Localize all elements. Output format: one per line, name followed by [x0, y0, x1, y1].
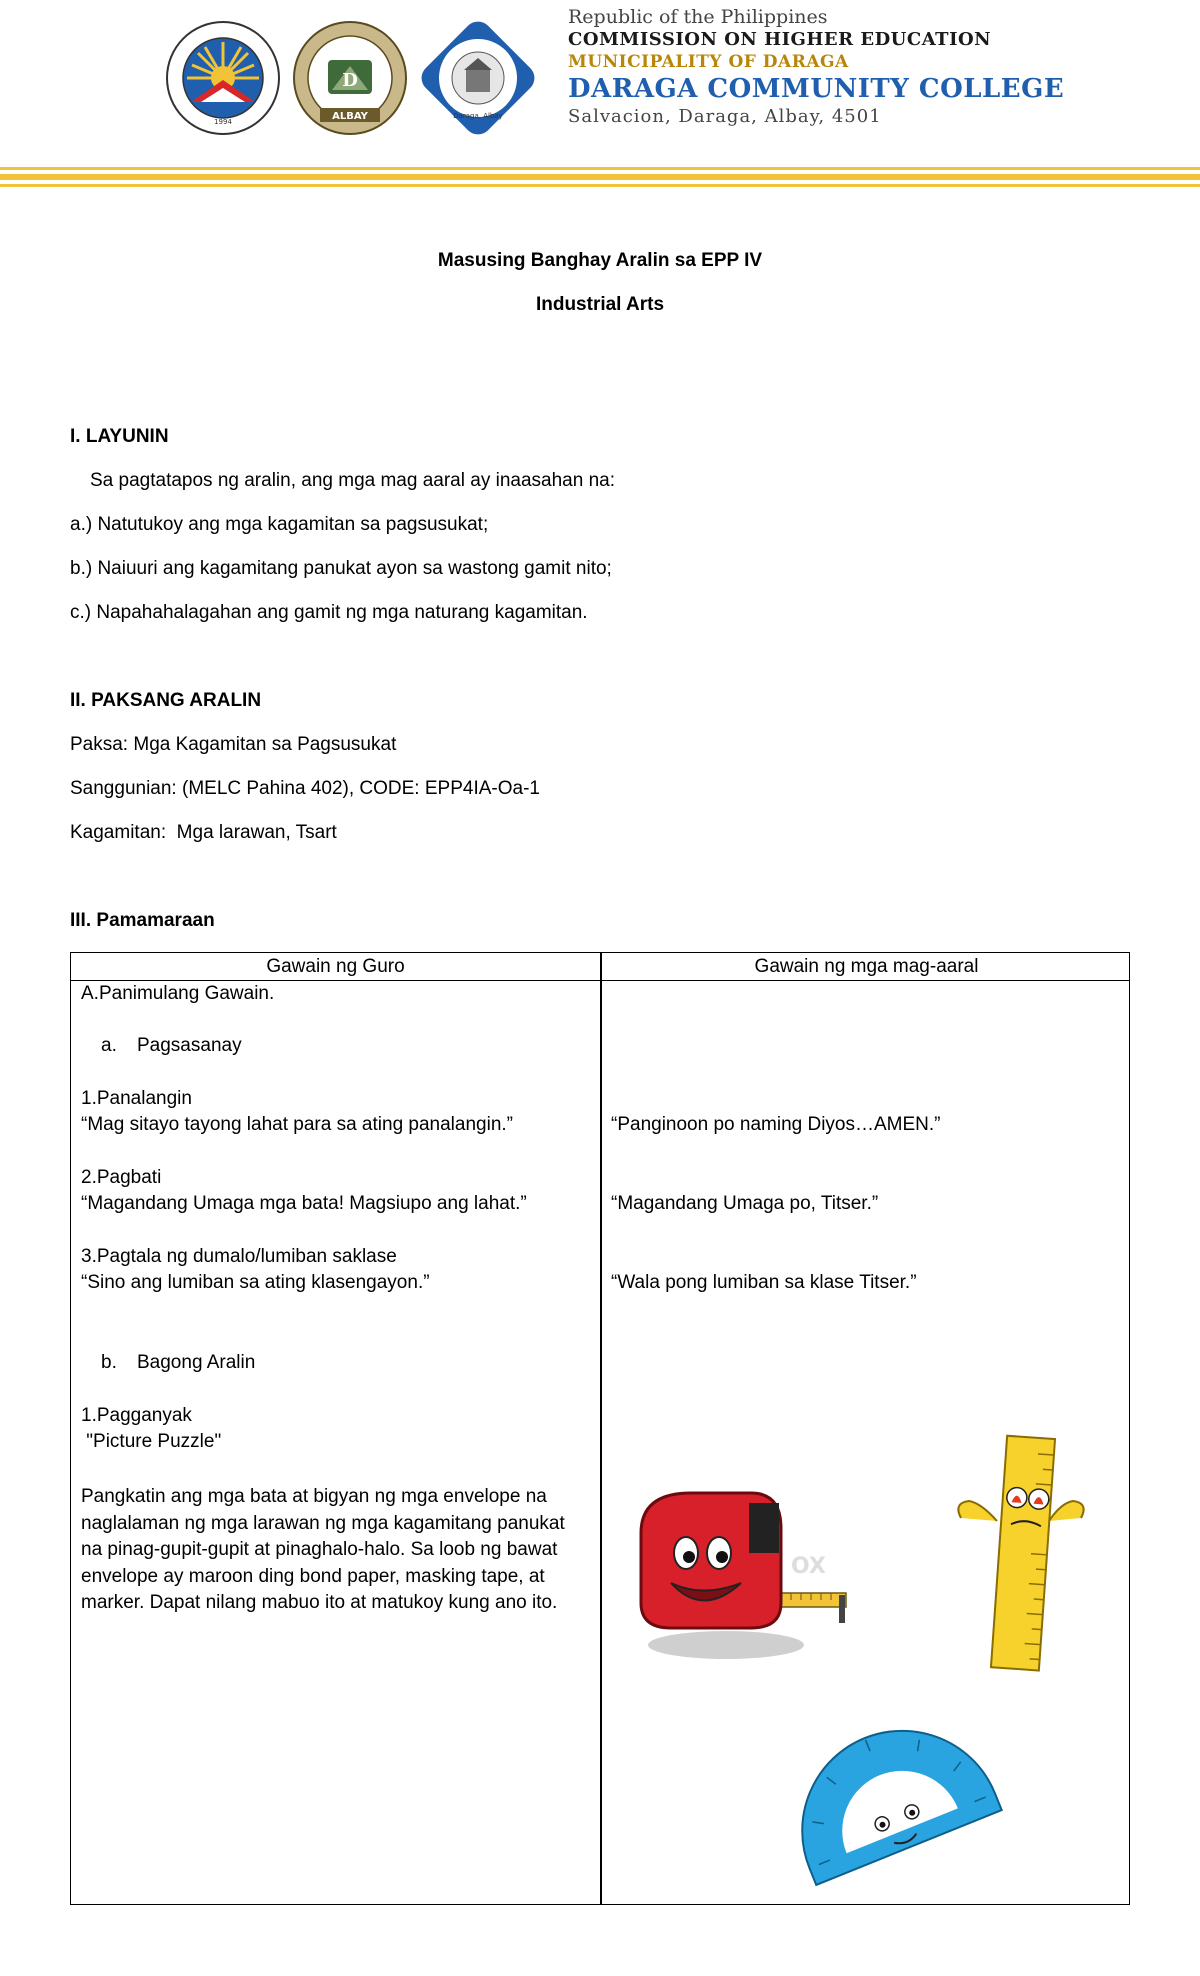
- pagbati-text: “Magandang Umaga mga bata! Magsiupo ang lahat.”: [81, 1193, 527, 1214]
- ruler-illustration: [951, 1433, 1091, 1673]
- paksang-aralin-heading: II. PAKSANG ARALIN: [70, 690, 262, 711]
- paksa-line: Paksa: Mga Kagamitan sa Pagsusukat: [70, 734, 397, 755]
- pagbati-reply: “Magandang Umaga po, Titser.”: [611, 1193, 879, 1214]
- kagamitan-line: Kagamitan: Mga larawan, Tsart: [70, 822, 337, 843]
- municipality-seal-icon: [292, 20, 408, 136]
- panalangin-title: 1.Panalangin: [81, 1088, 192, 1109]
- table-header-row: [71, 953, 1129, 981]
- protractor-icon: [771, 1693, 1011, 1893]
- bagong-aralin-label: Bagong Aralin: [137, 1352, 256, 1373]
- objective-item: a.) Natutukoy ang mga kagamitan sa pagsusukat;: [70, 514, 489, 535]
- document-title: Masusing Banghay Aralin sa EPP IV: [437, 250, 763, 271]
- protractor-illustration: [771, 1693, 1011, 1893]
- daraga-seal-bottom: ALBAY: [332, 111, 368, 122]
- pagganyak-title: 1.Pagganyak: [81, 1405, 192, 1426]
- activity-table: [70, 952, 1130, 1905]
- watermark-text: OX: [791, 1554, 826, 1579]
- pagtala-title: 3.Pagtala ng dumalo/lumiban saklase: [81, 1246, 397, 1267]
- ched-seal: [165, 20, 281, 136]
- pagbati-title: 2.Pagbati: [81, 1167, 162, 1188]
- tape-measure-icon: [631, 1483, 851, 1663]
- pagtala-reply: “Wala pong lumiban sa klase Titser.”: [611, 1272, 917, 1293]
- stripe-thick: [0, 174, 1200, 180]
- column-divider: [600, 953, 602, 1904]
- sub-a-letter: a.: [101, 1035, 117, 1056]
- objective-item: b.) Naiuuri ang kagamitang panukat ayon sa wastong gamit nito;: [70, 558, 612, 579]
- sub-b-letter: b.: [101, 1352, 117, 1373]
- header-gawain-mag-aaral: Gawain ng mga mag-aaral: [754, 956, 979, 977]
- letterhead-text: [568, 6, 1064, 129]
- pagtala-text: “Sino ang lumiban sa ating klasengayon.”: [81, 1272, 430, 1293]
- stripe-thin: [0, 167, 1200, 170]
- panimulang-gawain: A.Panimulang Gawain.: [81, 983, 275, 1004]
- stripe-thin: [0, 184, 1200, 187]
- document-subtitle: Industrial Arts: [535, 294, 665, 315]
- pagganyak-subtitle: "Picture Puzzle": [81, 1431, 222, 1452]
- dcc-seal: [420, 20, 536, 136]
- college-seal-icon: [420, 20, 536, 136]
- daraga-seal-letter: D: [342, 70, 358, 91]
- letterhead: [0, 0, 1200, 200]
- daraga-seal: [292, 20, 408, 136]
- municipality-line: MUNICIPALITY OF DARAGA: [568, 52, 849, 72]
- dcc-seal-bottom: Daraga, Albay: [453, 112, 503, 120]
- pagganyak-instructions: Pangkatin ang mga bata at bigyan ng mga envelope na naglalaman ng mga larawan ng mga kagamitang panukat na pinag-gupit-gupit at pinaghalo-halo. Sa loob ng bawat envelope ay maroon ding bond paper, masking tape, at marker. Dapat nilang mabuo ito at matukoy kung ano ito.: [81, 1486, 565, 1613]
- header-gawain-guro: Gawain ng Guro: [266, 956, 405, 977]
- address-line: Salvacion, Daraga, Albay, 4501: [568, 106, 882, 127]
- panalangin-text: “Mag sitayo tayong lahat para sa ating panalangin.”: [81, 1114, 513, 1135]
- ched-line: COMMISSION ON HIGHER EDUCATION: [568, 29, 992, 50]
- objective-item: c.) Napahahalagahan ang gamit ng mga naturang kagamitan.: [70, 602, 588, 623]
- layunin-heading: I. LAYUNIN: [70, 426, 169, 447]
- ched-seal-year: 1994: [214, 118, 232, 126]
- tape-measure-illustration: [631, 1483, 851, 1663]
- panalangin-reply: “Panginoon po naming Diyos…AMEN.”: [611, 1114, 941, 1135]
- layunin-intro: Sa pagtatapos ng aralin, ang mga mag aaral ay inaasahan na:: [90, 470, 615, 491]
- ched-seal-icon: [165, 20, 281, 136]
- college-name: DARAGA COMMUNITY COLLEGE: [568, 74, 1065, 104]
- pamamaraan-heading: III. Pamamaraan: [70, 910, 215, 931]
- sanggunian-line: Sanggunian: (MELC Pahina 402), CODE: EPP4IA-Oa-1: [70, 778, 540, 799]
- pagsasanay-label: Pagsasanay: [137, 1035, 242, 1056]
- ruler-icon: [951, 1433, 1091, 1673]
- republic-line: Republic of the Philippines: [568, 6, 828, 28]
